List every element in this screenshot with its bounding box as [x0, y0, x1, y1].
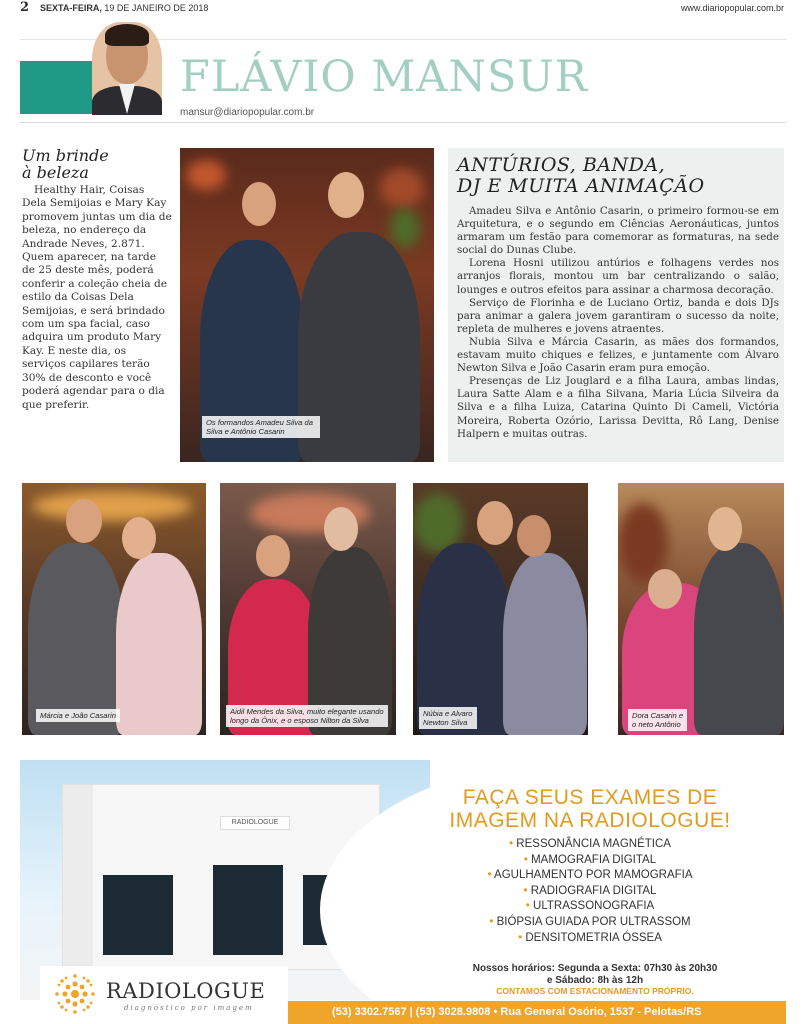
photo-dora-antonio: [618, 483, 784, 735]
columnist-portrait: [92, 22, 162, 115]
article-title-line2: DJ E MUITA ANIMAÇÃO: [457, 175, 705, 197]
photo-caption: Dora Casarin e o neto Antônio: [628, 709, 687, 731]
sidebar-body: Healthy Hair, Coisas Dela Semijoias e Mary Kay promovem juntas um dia de beleza, no endereço da Andrade Neves, 2.871. Quem aparecer, na tarde de 25 deste mês, poderá conferir a coleção cheia de estilo da Coisas Dela Semijoias, e será brindado com um spa facial, caso adquira um produto Mary Kay. E neste dia, os serviços capilares terão 30% de desconto e você poderá agendar para o dia que preferir.: [22, 184, 172, 411]
radiologue-logo-icon: [54, 973, 96, 1015]
page-number: 2: [20, 0, 30, 15]
article-paragraph: Presenças de Liz Jouglard e a filha Laura, ambas lindas, Laura Satte Alam e a filha Silvana, Maria Lúcia Silveira da Silva e a filha Luiza, Catarina Quinto Di Cameli, Victória Moreira, Roberta Ozório, Larissa Devitta, Rô Lang, Denise Halpern e muitas outras.: [457, 375, 779, 440]
article-title-line1: ANTÚRIOS, BANDA,: [457, 154, 666, 176]
ad-contact-bar: (53) 3302.7567 | (53) 3028.9808 • Rua General Osório, 1537 - Pelotas/RS: [288, 1001, 786, 1024]
ad-services-list: [420, 837, 760, 946]
article-paragraph: Lorena Hosni utilizou antúrios e folhagens verdes nos arranjos florais, montou um bar centralizando o salão, lounges e outros efeitos para assinar a charmosa decoração.: [457, 257, 779, 296]
photo-caption: Núbia e Alvaro Newton Silva: [419, 707, 477, 729]
ad-logo-name: RADIOLOGUE: [106, 979, 266, 1003]
columnist-email: mansur@diariopopular.com.br: [180, 107, 315, 118]
ad-service: • AGULHAMENTO POR MAMOGRAFIA: [420, 868, 760, 884]
date: 19 DE JANEIRO DE 2018: [104, 3, 209, 13]
ad-service: • MAMOGRAFIA DIGITAL: [420, 853, 760, 869]
article-paragraph: Nubia Silva e Márcia Casarin, as mães dos formandos, estavam muito chiques e felizes, e juntamente com Álvaro Newton Silva e João Casarin eram pura emoção.: [457, 335, 779, 375]
sidebar-title-line1: Um brinde: [22, 146, 109, 165]
ad-logo: [40, 966, 288, 1024]
photo-caption: Márcia e João Casarin: [36, 709, 120, 722]
ad-service: • RADIOGRAFIA DIGITAL: [420, 884, 760, 900]
sidebar-title: [22, 147, 172, 181]
ad-headline: FAÇA SEUS EXAMES DE IMAGEM NA RADIOLOGUE!: [449, 786, 731, 832]
photo-aidil-nilton: [220, 483, 396, 735]
ad-building-sign: RADIOLOGUE: [220, 816, 290, 830]
ad-service: • BIÓPSIA GUIADA POR ULTRASSOM: [420, 915, 760, 931]
columnist-name: FLÁVIO MANSUR: [180, 52, 589, 102]
article-paragraph: Amadeu Silva e Antônio Casarin, o primeiro formou-se em Arquitetura, e o segundo em Ciências Aeronáuticas, juntos armaram um festão para comemorar as formaturas, na sede social do Dunas Clube.: [457, 205, 779, 257]
ad-logo-tagline: diagnóstico por imagem: [124, 1004, 254, 1012]
dateline: [40, 3, 208, 13]
article-body: [457, 205, 779, 441]
ad-service: • ULTRASSONOGRAFIA: [420, 899, 760, 915]
photo-marcia-joao: [22, 483, 206, 735]
article-box: [448, 148, 784, 462]
article-paragraph: Serviço de Florinha e de Luciano Ortiz, banda e dois DJs para animar a galera jovem garantiram o sucesso da noite, repleta de mulheres e jovens atraentes.: [457, 296, 779, 335]
site-url: www.diariopopular.com.br: [680, 3, 784, 13]
article-title: [457, 155, 777, 197]
ad-service: • DENSITOMETRIA ÓSSEA: [420, 931, 760, 947]
ad-hours: Nossos horários: Segunda a Sexta: 07h30 às 20h30 e Sábado: 8h às 12h: [472, 963, 718, 986]
ad-service: • RESSONÂNCIA MAGNÉTICA: [420, 837, 760, 853]
header-rule: [20, 122, 786, 123]
radiologue-ad: [20, 760, 786, 1024]
photo-nubia-alvaro: [413, 483, 588, 735]
main-photo: [180, 148, 434, 462]
ad-parking: CONTAMOS COM ESTACIONAMENTO PRÓPRIO.: [496, 986, 694, 996]
sidebar-title-line2: à beleza: [22, 163, 89, 182]
photo-caption: Aidil Mendes da Silva, muito elegante usando longo da Ônix, e o esposo Nilton da Silva: [226, 705, 388, 727]
main-photo-caption: Os formandos Amadeu Silva da Silva e Antônio Casarin: [202, 416, 320, 438]
weekday: SEXTA-FEIRA,: [40, 3, 102, 13]
